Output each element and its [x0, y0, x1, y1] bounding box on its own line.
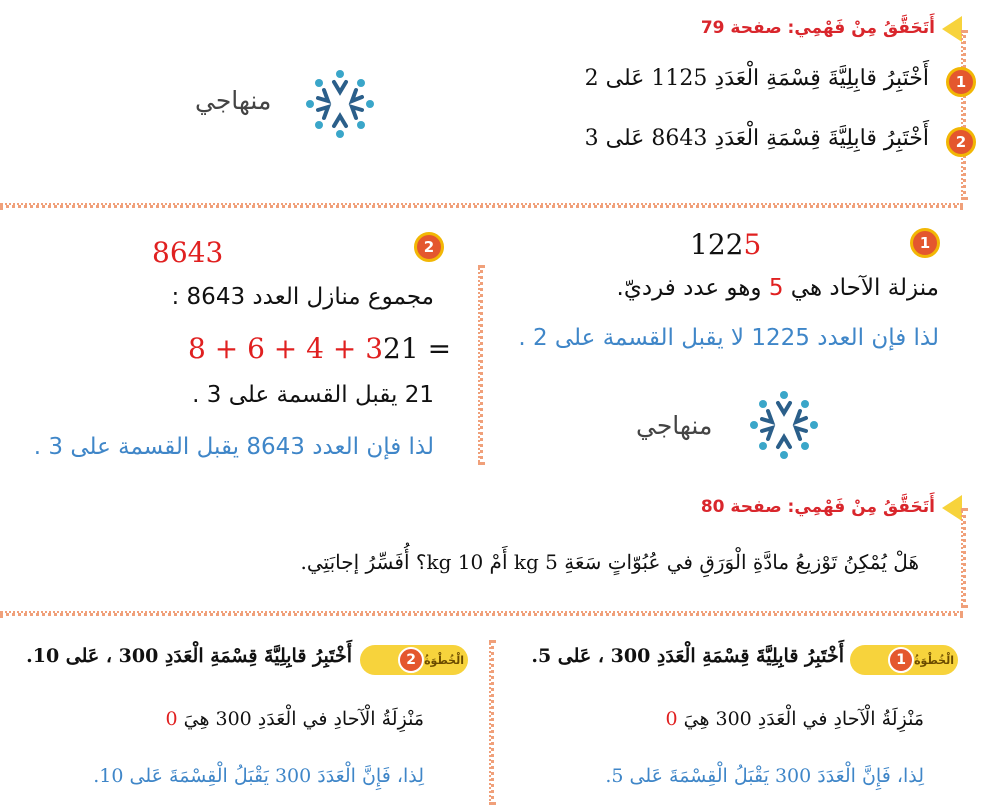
answer1-number-last-digit: 5 [743, 228, 762, 261]
answer2-sum [188, 332, 451, 365]
answer2-conclusion: لذا فإن العدد 8643 يقبل القسمة على 3 . [33, 434, 434, 460]
answer1-line1 [617, 275, 939, 301]
step2-line-digit: 0 [165, 708, 178, 730]
answer1-line1-a: منزلة الآحاد هي [783, 275, 939, 301]
step2-conclusion: لِذا، فَإِنَّ الْعَدَدَ 300 يَقْبَلُ الْقِسْمَةَ عَلى 10. [93, 765, 424, 787]
answer2-sum-digits: 8 + 6 + 4 + 3 [188, 332, 384, 365]
step1-conclusion: لِذا، فَإِنَّ الْعَدَدَ 300 يَقْبَلُ الْقِسْمَةَ عَلى 5. [605, 765, 924, 787]
section2-frame-bottom [0, 611, 963, 616]
answer2-line3: 21 يقبل القسمة على 3 . [192, 382, 434, 408]
answer2-badge: 2 [414, 232, 444, 262]
manhaji-logo-2-text: منهاجي [636, 411, 713, 440]
manhaji-logo-icon [300, 64, 380, 144]
header2-marker-icon [942, 495, 962, 521]
section1-frame-right [961, 30, 966, 200]
step1-line [665, 708, 924, 730]
answer2-sum-result: 21 = [383, 332, 452, 365]
step2-title: أَخْتَبِرُ قابِلِيَّةَ قِسْمَةِ الْعَدَدِ 300 ، عَلى 10. [26, 645, 352, 667]
step2-badge [360, 645, 468, 675]
answer1-conclusion: لذا فإن العدد 1225 لا يقبل القسمة على 2 . [518, 325, 939, 351]
question1-badge: 1 [946, 67, 976, 97]
answer1-line1-c: وهو عدد فرديّ. [616, 275, 769, 301]
question2-text: أَخْتَبِرُ قابِلِيَّةَ قِسْمَةِ الْعَدَدِ 8643 عَلى 3 [584, 126, 929, 151]
answer2-number: 8643 [152, 236, 224, 269]
answer1-number-main: 122 [690, 228, 744, 261]
section2-question: هَلْ يُمْكِنُ تَوْزيعُ مادَّةِ الْوَرَقِ في عُبُوّاتٍ سَعَةِ 5 kg أَمْ 10 kg؟ أُفَسِّرُ إجابَتِي. [300, 550, 919, 574]
header-marker-icon [942, 16, 962, 42]
manhaji-logo-2-icon [744, 385, 824, 465]
answers-divider [478, 265, 483, 465]
section1-header: أَتَحَقَّقُ مِنْ فَهْمِي: صفحة 79 [700, 18, 935, 38]
answer1-line1-digit: 5 [768, 275, 784, 301]
answer1-badge: 1 [910, 228, 940, 258]
answer1-number [690, 228, 761, 261]
section2-header: أَتَحَقَّقُ مِنْ فَهْمِي: صفحة 80 [700, 497, 935, 517]
question2-badge: 2 [946, 127, 976, 157]
step1-line-digit: 0 [665, 708, 678, 730]
question1-text: أَخْتَبِرُ قابِلِيَّةَ قِسْمَةِ الْعَدَدِ 1125 عَلى 2 [584, 66, 929, 91]
steps-divider [489, 640, 494, 805]
step1-number: 1 [888, 647, 914, 673]
step1-label: الْخُطْوَةُ [914, 653, 954, 667]
step1-title: أَخْتَبِرُ قابِلِيَّةَ قِسْمَةِ الْعَدَدِ 300 ، عَلى 5. [531, 645, 844, 667]
manhaji-logo [195, 64, 385, 144]
manhaji-logo-2 [636, 385, 836, 465]
step2-number: 2 [398, 647, 424, 673]
answer2-line1: مجموع منازل العدد 8643 : [171, 284, 434, 310]
step2-line [165, 708, 424, 730]
section1-frame-bottom [0, 203, 963, 208]
step1-badge [850, 645, 958, 675]
step2-line-a: مَنْزِلَةُ الْآحادِ في الْعَدَدِ 300 هِيَ [177, 708, 424, 730]
step2-label: الْخُطْوَةُ [424, 653, 464, 667]
step1-line-a: مَنْزِلَةُ الْآحادِ في الْعَدَدِ 300 هِيَ [677, 708, 924, 730]
manhaji-logo-text: منهاجي [195, 86, 272, 115]
section2-frame-right [961, 508, 966, 608]
